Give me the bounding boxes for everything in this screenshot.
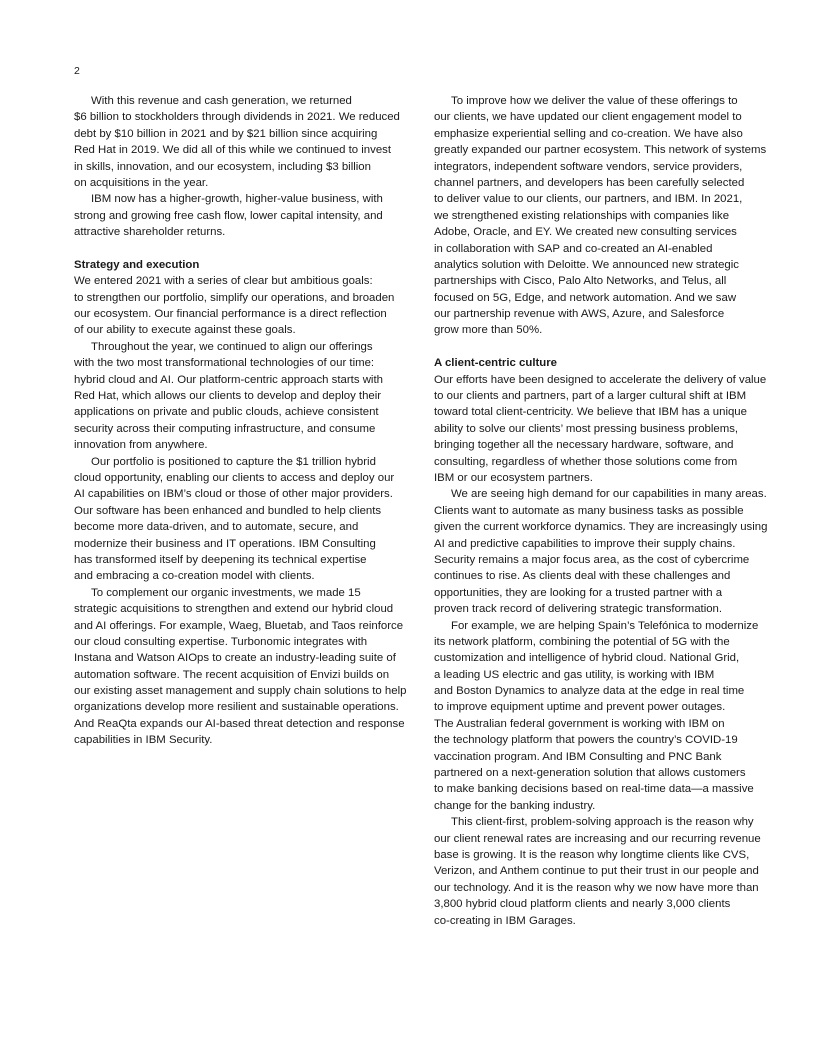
text-line: Red Hat, which allows our clients to develop and deploy their [74,390,382,403]
text-line: Adobe, Oracle, and EY. We created new consulting services [434,226,737,239]
text-line: capabilities in IBM Security. [74,734,213,747]
text-line: to make banking decisions based on real-time data—a massive [434,783,754,796]
text-line: bringing together all the necessary hardware, software, and [434,439,734,452]
text-line: consulting, regardless of whether those solutions come from [434,455,738,468]
text-line: With this revenue and cash generation, we returned [91,95,352,107]
text-line: We are seeing high demand for our capabilities in many areas. [451,488,767,501]
text-line: to strengthen our portfolio, simplify our operations, and broaden [74,291,395,304]
text-line: partnerships with Cisco, Palo Alto Networks, and Telus, all [434,275,727,288]
text-line: We entered 2021 with a series of clear but ambitious goals: [74,275,373,288]
text-line: and Boston Dynamics to analyze data at the edge in real time [434,685,745,698]
text-line: AI capabilities on IBM’s cloud or those of other major providers. [74,488,393,501]
text-line: Our portfolio is positioned to capture the $1 trillion hybrid [91,455,376,468]
text-line: toward total client-centricity. We believe that IBM has a unique [434,406,747,419]
paragraph [434,372,779,487]
text-line: Our efforts have been designed to accelerate the delivery of value [434,373,767,386]
text-line: partnered on a next-generation solution that allows customers [434,767,746,780]
text-line: a leading US electric and gas utility, is working with IBM [434,668,715,681]
text-line: strategic acquisitions to strengthen and extend our hybrid cloud [74,603,394,616]
text-line: organizations develop more resilient and sustainable operations. [74,701,399,714]
text-line: given the current workforce dynamics. They are increasingly using [434,521,768,534]
text-line: our partnership revenue with AWS, Azure, and Salesforce [434,308,725,321]
text-line: focused on 5G, Edge, and network automation. And we saw [434,291,737,304]
text-line: strong and growing free cash flow, lower capital intensity, and [74,209,383,222]
text-line: The Australian federal government is working with IBM on [434,717,725,730]
text-line: channel partners, and developers has been carefully selected [434,176,745,189]
text-line: applications on private and public clouds, achieve consistent [74,406,379,419]
text-line: become more data-driven, and to automate, secure, and [74,521,359,534]
text-line: co-creating in IBM Garages. [434,914,576,927]
text-line: 3,800 hybrid cloud platform clients and nearly 3,000 clients [434,898,731,911]
text-line: Verizon, and Anthem continue to put their trust in our people and [434,865,759,878]
left-column [74,93,419,749]
section-spacer [434,339,779,355]
text-line: to improve equipment uptime and prevent power outages. [434,701,726,714]
right-column [434,93,779,929]
paragraph [74,93,419,191]
text-line: attractive shareholder returns. [74,226,226,239]
text-line: automation software. The recent acquisition of Envizi builds on [74,668,390,681]
text-line: in skills, innovation, and our ecosystem, including $3 billion [74,160,371,173]
text-line: This client-first, problem-solving approach is the reason why [451,816,754,829]
text-line: to our clients and partners, part of a larger cultural shift at IBM [434,390,747,403]
text-line: Instana and Watson AIOps to create an industry-leading suite of [74,652,396,665]
text-line: Clients want to automate as many business tasks as possible [434,504,744,517]
text-line: our ecosystem. Our financial performance is a direct reflection [74,308,387,321]
text-line: $6 billion to stockholders through dividends in 2021. We reduced [74,111,400,124]
text-line: and embracing a co-creation model with clients. [74,570,315,583]
text-line: To improve how we deliver the value of these offerings to [451,95,738,107]
text-line: our clients, we have updated our client engagement model to [434,111,742,124]
text-line: modernize their business and IT operations. IBM Consulting [74,537,376,550]
text-line: to deliver value to our clients, our partners, and IBM. In 2021, [434,193,743,206]
text-line: greatly expanded our partner ecosystem. This network of systems [434,144,767,157]
text-line: Security remains a major focus area, as the cost of cybercrime [434,553,750,566]
paragraph [434,618,779,815]
paragraph [74,339,419,454]
paragraph [434,814,779,929]
text-line: And ReaQta expands our AI-based threat detection and response [74,717,405,730]
text-line: cloud opportunity, enabling our clients to access and deploy our [74,471,395,484]
text-line: debt by $10 billion in 2021 and by $21 billion since acquiring [74,127,378,140]
text-line: opportunities, they are looking for a trusted partner with a [434,586,723,599]
text-line: vaccination program. And IBM Consulting and PNC Bank [434,750,722,763]
text-line: in collaboration with SAP and co-created an AI-enabled [434,242,713,255]
paragraph [74,454,419,585]
section-heading: A client-centric culture [434,357,558,370]
text-line: analytics solution with Deloitte. We announced new strategic [434,258,739,271]
page-number: 2 [74,65,80,77]
text-line: Red Hat in 2019. We did all of this while we continued to invest [74,144,392,157]
text-line: our client renewal rates are increasing and our recurring revenue [434,832,761,845]
text-line: integrators, independent software vendors, service providers, [434,160,743,173]
section-heading: Strategy and execution [74,258,200,271]
text-line: the technology platform that powers the country’s COVID-19 [434,734,738,747]
paragraph [74,191,419,240]
text-line: change for the banking industry. [434,799,596,812]
text-line: proven track record of delivering strategic transformation. [434,603,723,616]
text-line: For example, we are helping Spain’s Telefónica to modernize [451,619,759,632]
text-line: and AI offerings. For example, Waeg, Bluetab, and Taos reinforce [74,619,404,632]
paragraph [434,93,779,339]
text-line: ability to solve our clients’ most pressing business problems, [434,422,739,435]
text-line: grow more than 50%. [434,324,543,337]
text-line: hybrid cloud and AI. Our platform-centric approach starts with [74,373,383,386]
text-line: continues to rise. As clients deal with these challenges and [434,570,731,583]
paragraph [74,585,419,749]
text-line: To complement our organic investments, we made 15 [91,586,361,599]
text-line: IBM now has a higher-growth, higher-value business, with [91,193,383,206]
text-line: on acquisitions in the year. [74,176,209,189]
text-line: IBM or our ecosystem partners. [434,471,593,484]
text-line: security across their computing infrastructure, and consume [74,422,376,435]
paragraph [74,273,419,339]
paragraph [434,486,779,617]
text-line: emphasize experiential selling and co-creation. We have also [434,127,743,140]
text-line: with the two most transformational technologies of our time: [74,357,375,370]
text-line: our technology. And it is the reason why we now have more than [434,881,759,894]
text-line: its network platform, combining the potential of 5G with the [434,635,730,648]
text-line: we strengthened existing relationships with companies like [434,209,730,222]
text-line: AI and predictive capabilities to improve their supply chains. [434,537,736,550]
text-line: has transformed itself by deepening its technical expertise [74,553,367,566]
text-line: base is growing. It is the reason why longtime clients like CVS, [434,848,750,861]
section-spacer [74,241,419,257]
text-line: our cloud consulting expertise. Turbonomic integrates with [74,635,368,648]
text-line: our existing asset management and supply chain solutions to help [74,685,407,698]
text-line: Our software has been enhanced and bundled to help clients [74,504,382,517]
text-line: Throughout the year, we continued to align our offerings [91,340,373,353]
text-line: of our ability to execute against these goals. [74,324,296,337]
text-line: customization and intelligence of hybrid cloud. National Grid, [434,652,740,665]
text-line: innovation from anywhere. [74,439,208,452]
